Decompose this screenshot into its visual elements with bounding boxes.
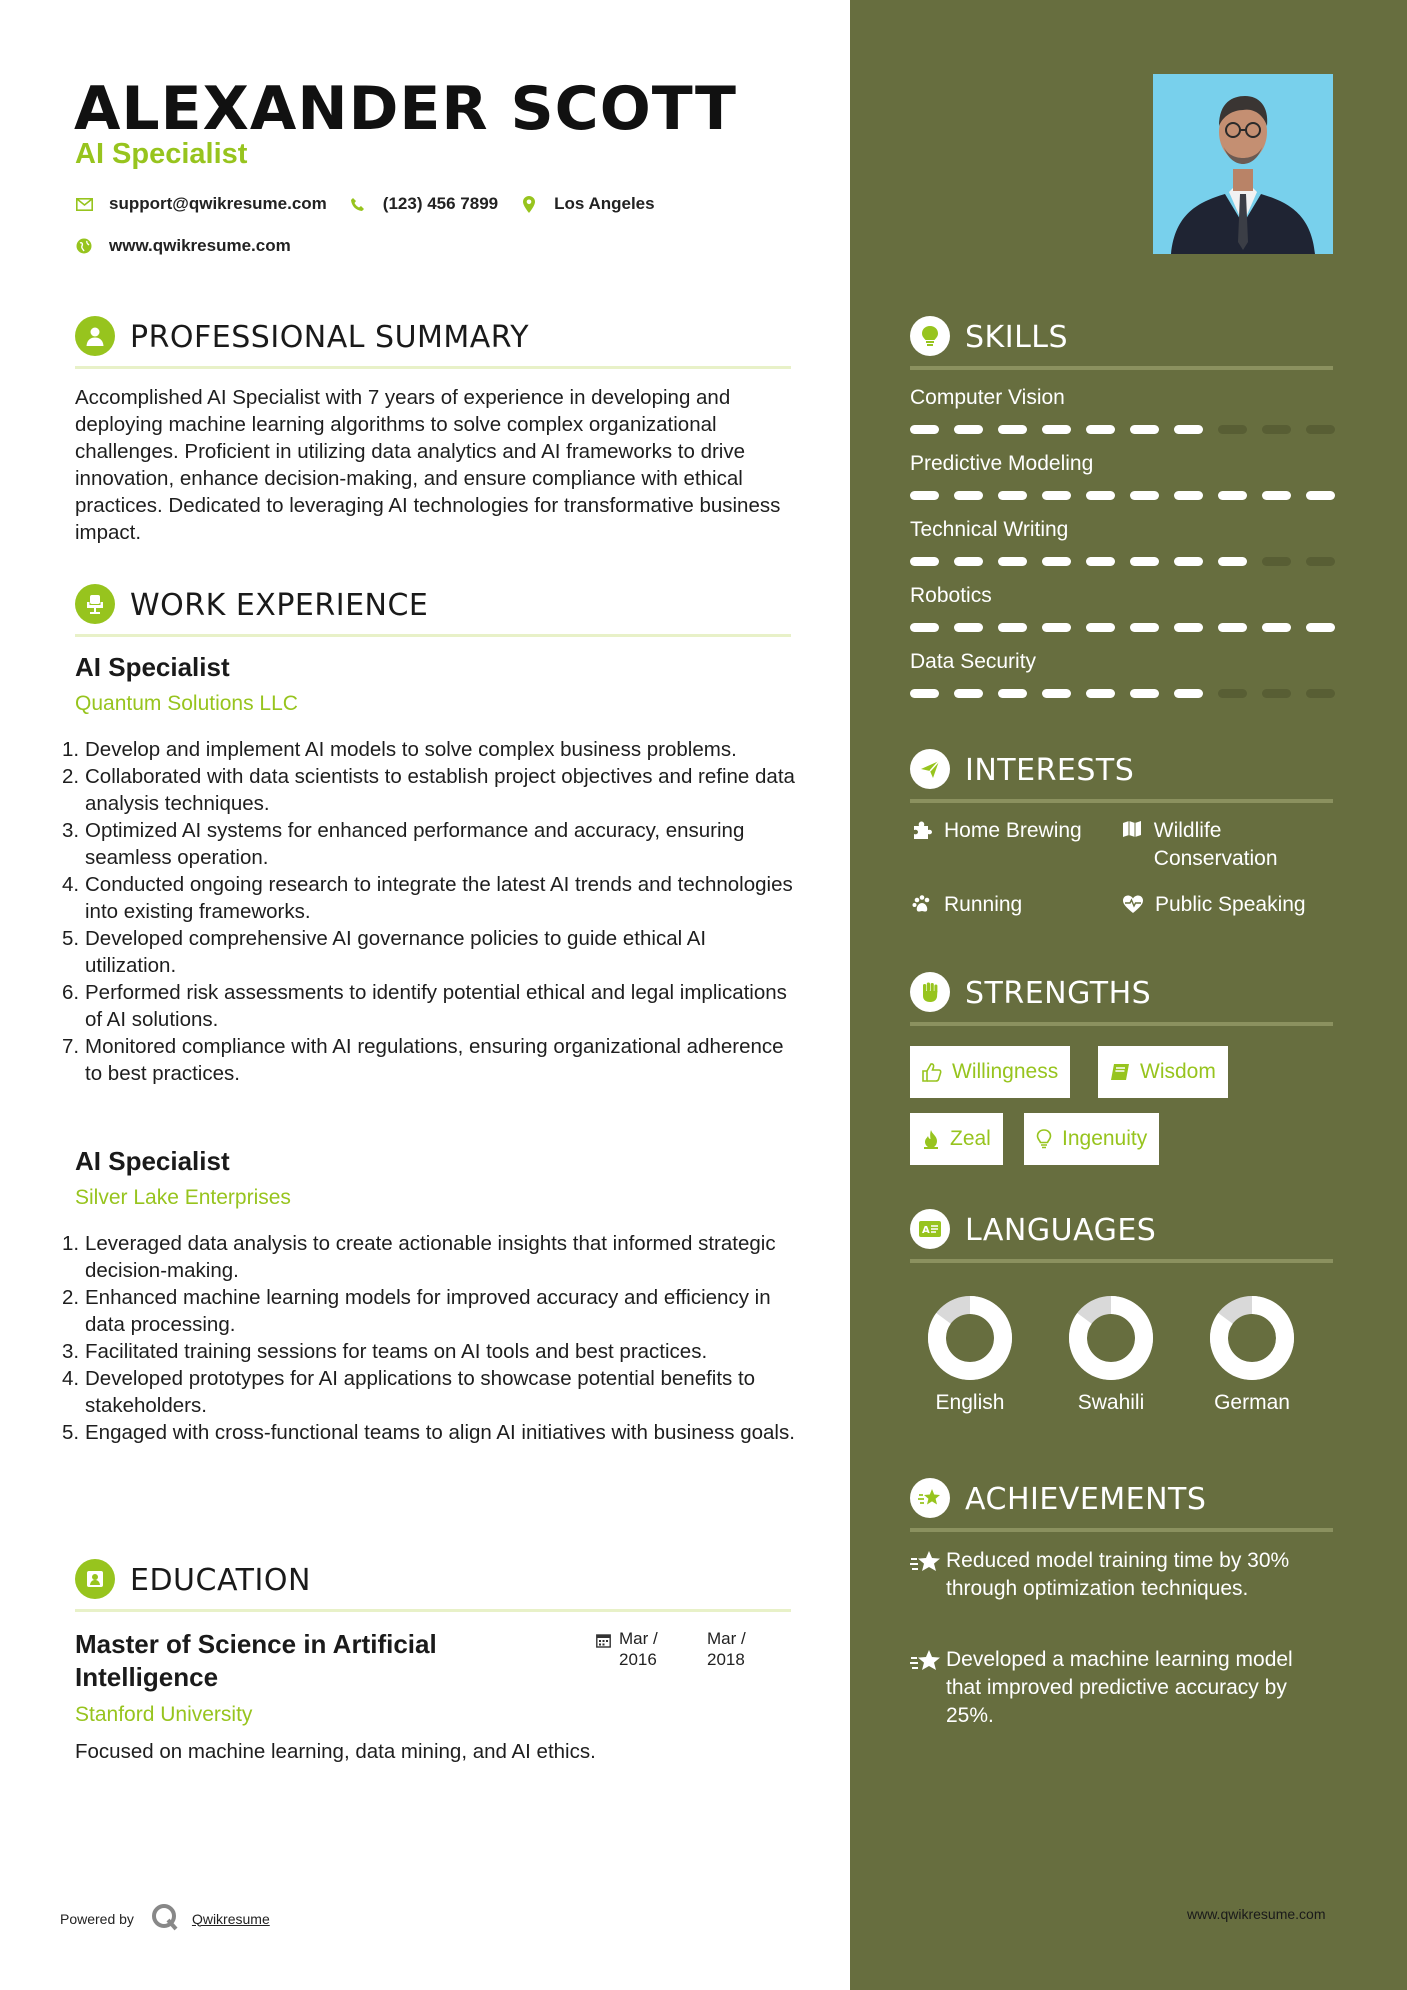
section-divider — [75, 1609, 791, 1612]
candidate-name: ALEXANDER SCOTT — [74, 74, 737, 144]
skill-segment-filled — [998, 557, 1027, 566]
list-item: 2. Collaborated with data scientists to establish project objectives and refine data analysis techniques. — [62, 765, 795, 815]
strength-badge: Zeal — [910, 1113, 1003, 1165]
skill-segment-filled — [998, 425, 1027, 434]
globe-icon — [75, 237, 93, 255]
strengths-section-header — [910, 972, 1333, 1028]
skill-segment-empty — [1262, 425, 1291, 434]
envelope-icon — [75, 195, 93, 213]
list-item: 1. Develop and implement AI models to solve complex business problems. — [62, 738, 737, 761]
map-pin-icon — [520, 195, 538, 213]
job-company: Silver Lake Enterprises — [75, 1186, 291, 1209]
skills-section-header — [910, 316, 1333, 372]
skill-segment-filled — [910, 689, 939, 698]
experience-section-header — [75, 584, 791, 640]
language-name: German — [1214, 1391, 1290, 1414]
skill-segment-empty — [1306, 689, 1335, 698]
website-link[interactable]: www.qwikresume.com — [109, 236, 291, 255]
education-description: Focused on machine learning, data mining, and AI ethics. — [75, 1740, 596, 1763]
language-level-donut — [925, 1293, 1015, 1383]
skill-segment-filled — [910, 557, 939, 566]
language-level-donut — [1207, 1293, 1297, 1383]
strength-badge: Wisdom — [1098, 1046, 1228, 1098]
list-item: 5. Developed comprehensive AI governance policies to guide ethical AI utilization. — [62, 927, 707, 977]
skill-segment-filled — [954, 491, 983, 500]
skill-segment-filled — [1306, 623, 1335, 632]
job-bullet-list — [62, 736, 797, 1087]
skill-segment-filled — [1086, 623, 1115, 632]
language-level-donut — [1066, 1293, 1156, 1383]
list-item: 1. Leveraged data analysis to create actionable insights that informed strategic decision-making. — [62, 1232, 776, 1282]
section-divider — [910, 1528, 1333, 1532]
skill-name: Predictive Modeling — [910, 452, 1094, 475]
language-item — [1192, 1293, 1312, 1415]
skill-segment-filled — [1130, 491, 1159, 500]
education-end-date: Mar / 2018 — [707, 1629, 746, 1669]
skill-level-bar — [910, 689, 1350, 698]
flame-icon — [922, 1129, 940, 1149]
skill-level-bar — [910, 623, 1350, 632]
star-badge-icon — [910, 1646, 946, 1730]
profile-photo — [1153, 74, 1333, 254]
office-chair-icon — [75, 584, 115, 624]
skill-segment-filled — [998, 689, 1027, 698]
skill-level-bar — [910, 425, 1350, 434]
skill-segment-filled — [954, 689, 983, 698]
phone-number[interactable]: (123) 456 7899 — [382, 194, 499, 213]
section-divider — [75, 634, 791, 637]
job-bullet-list — [62, 1230, 797, 1446]
skill-segment-filled — [1174, 491, 1203, 500]
skill-segment-empty — [1262, 557, 1291, 566]
book-icon — [1110, 1063, 1130, 1081]
skill-segment-filled — [998, 491, 1027, 500]
skill-segment-filled — [1130, 623, 1159, 632]
paper-plane-icon — [910, 749, 950, 789]
achievements-heading: ACHIEVEMENTS — [965, 1482, 1207, 1517]
list-item: 3. Optimized AI systems for enhanced performance and accuracy, ensuring seamless operation. — [62, 819, 745, 869]
list-item: 5. Engaged with cross-functional teams to align AI initiatives with business goals. — [62, 1421, 795, 1444]
list-item: 7. Monitored compliance with AI regulations, ensuring organizational adherence to best practices. — [62, 1035, 784, 1085]
interest-item: Wildlife Conservation — [1121, 817, 1341, 873]
interests-section-header — [910, 749, 1333, 805]
section-divider — [910, 799, 1333, 803]
graduate-icon — [75, 1559, 115, 1599]
language-name: English — [935, 1391, 1005, 1414]
skill-name: Computer Vision — [910, 386, 1065, 409]
skill-segment-filled — [1218, 623, 1247, 632]
job-title: AI Specialist — [75, 1146, 230, 1176]
phone-icon — [349, 195, 367, 213]
skill-name: Data Security — [910, 650, 1037, 673]
list-item: 4. Conducted ongoing research to integrate the latest AI trends and technologies into existing frameworks. — [62, 873, 793, 923]
skill-segment-filled — [1042, 689, 1071, 698]
summary-section-header — [75, 316, 791, 372]
achievement-item: Reduced model training time by 30% through optimization techniques. — [910, 1547, 1330, 1603]
skill-segment-filled — [954, 623, 983, 632]
list-item: 6. Performed risk assessments to identify potential ethical and legal implications of AI solutions. — [62, 981, 787, 1031]
skill-segment-filled — [1218, 491, 1247, 500]
fist-icon — [910, 972, 950, 1012]
skill-segment-filled — [910, 425, 939, 434]
education-dates — [596, 1628, 767, 1670]
skill-segment-filled — [1130, 689, 1159, 698]
interest-item: Home Brewing — [910, 817, 1110, 845]
degree-title: Master of Science in Artificial Intelligence — [75, 1629, 437, 1692]
skill-name: Robotics — [910, 584, 992, 607]
contact-row — [75, 194, 655, 214]
lightbulb-icon — [910, 316, 950, 356]
skill-level-bar — [910, 557, 1350, 566]
skill-segment-filled — [1086, 557, 1115, 566]
achievements-section-header — [910, 1478, 1333, 1534]
skill-segment-filled — [1262, 623, 1291, 632]
star-badge-icon — [910, 1478, 950, 1518]
language-item — [910, 1293, 1030, 1415]
email-link[interactable]: support@qwikresume.com — [109, 194, 327, 213]
user-icon — [75, 316, 115, 356]
skill-segment-filled — [954, 425, 983, 434]
list-item: 3. Facilitated training sessions for teams on AI tools and best practices. — [62, 1340, 708, 1363]
skill-segment-filled — [1042, 623, 1071, 632]
thumbs-up-icon — [922, 1062, 942, 1082]
strengths-heading: STRENGTHS — [965, 976, 1152, 1011]
skill-segment-filled — [1042, 557, 1071, 566]
languages-section-header — [910, 1209, 1333, 1265]
skill-segment-filled — [1218, 557, 1247, 566]
interest-item: Public Speaking — [1121, 891, 1341, 919]
education-heading: EDUCATION — [130, 1563, 311, 1598]
skill-segment-filled — [954, 557, 983, 566]
skill-segment-filled — [910, 623, 939, 632]
skill-segment-filled — [1130, 557, 1159, 566]
skill-segment-filled — [1086, 425, 1115, 434]
skill-segment-filled — [910, 491, 939, 500]
skill-segment-filled — [1174, 689, 1203, 698]
powered-by-label: Powered by — [60, 1910, 134, 1927]
skill-level-bar — [910, 491, 1350, 500]
skill-segment-empty — [1306, 425, 1335, 434]
skill-segment-filled — [1042, 491, 1071, 500]
section-divider — [910, 366, 1333, 370]
section-divider — [910, 1022, 1333, 1026]
strength-badge: Ingenuity — [1024, 1113, 1159, 1165]
skills-heading: SKILLS — [965, 320, 1069, 355]
skill-name: Technical Writing — [910, 518, 1069, 541]
map-icon — [1121, 817, 1144, 873]
website-row — [75, 236, 291, 256]
skill-segment-empty — [1218, 425, 1247, 434]
education-section-header — [75, 1559, 791, 1615]
skill-segment-filled — [1174, 557, 1203, 566]
summary-heading: PROFESSIONAL SUMMARY — [130, 320, 530, 355]
powered-by — [60, 1902, 270, 1935]
svg-text:A: A — [922, 1225, 930, 1236]
language-name: Swahili — [1077, 1391, 1145, 1414]
strength-badge: Willingness — [910, 1046, 1070, 1098]
candidate-title: AI Specialist — [75, 138, 248, 170]
language-card-icon — [910, 1209, 950, 1249]
skill-segment-empty — [1262, 689, 1291, 698]
job-title: AI Specialist — [75, 652, 230, 682]
list-item: 4. Developed prototypes for AI applications to showcase potential benefits to stakeholders. — [62, 1367, 756, 1417]
skill-segment-empty — [1218, 689, 1247, 698]
calendar-icon — [596, 1628, 611, 1670]
languages-heading: LANGUAGES — [965, 1213, 1157, 1248]
skill-segment-filled — [1130, 425, 1159, 434]
puzzle-icon — [910, 817, 934, 845]
section-divider — [75, 366, 791, 369]
achievement-item: Developed a machine learning model that improved predictive accuracy by 25%. — [910, 1646, 1330, 1730]
qwikresume-link[interactable]: Qwikresume — [191, 1910, 270, 1927]
skill-segment-filled — [1262, 491, 1291, 500]
job-company: Quantum Solutions LLC — [75, 692, 298, 715]
location-text: Los Angeles — [554, 194, 655, 213]
qwikresume-logo-icon — [150, 1902, 180, 1935]
star-badge-icon — [910, 1547, 946, 1603]
section-divider — [910, 1259, 1333, 1263]
language-item — [1051, 1293, 1171, 1415]
skill-segment-filled — [1086, 689, 1115, 698]
summary-text: Accomplished AI Specialist with 7 years of experience in developing and deploying machine learning algorithms to solve complex organizational challenges. Proficient in utilizing data analytics and AI frameworks to drive innovation, enhance decision-making, and ensure compliance with ethical practices. Dedicated to leveraging AI technologies for transformative business impact. — [75, 386, 781, 544]
lightbulb-icon — [1036, 1129, 1052, 1149]
footer-website[interactable]: www.qwikresume.com — [1187, 1906, 1326, 1922]
interests-heading: INTERESTS — [965, 753, 1135, 788]
skill-segment-filled — [1086, 491, 1115, 500]
skill-segment-filled — [1306, 491, 1335, 500]
list-item: 2. Enhanced machine learning models for improved accuracy and efficiency in data processing. — [62, 1286, 771, 1336]
paw-icon — [910, 891, 934, 919]
heartbeat-icon — [1121, 891, 1145, 919]
interest-item: Running — [910, 891, 1110, 919]
skill-segment-filled — [1174, 425, 1203, 434]
experience-heading: WORK EXPERIENCE — [130, 588, 429, 623]
skill-segment-filled — [1174, 623, 1203, 632]
education-start-date: Mar / 2016 — [619, 1629, 658, 1669]
skill-segment-filled — [998, 623, 1027, 632]
skill-segment-filled — [1042, 425, 1071, 434]
skill-segment-empty — [1306, 557, 1335, 566]
school-name: Stanford University — [75, 1703, 253, 1726]
